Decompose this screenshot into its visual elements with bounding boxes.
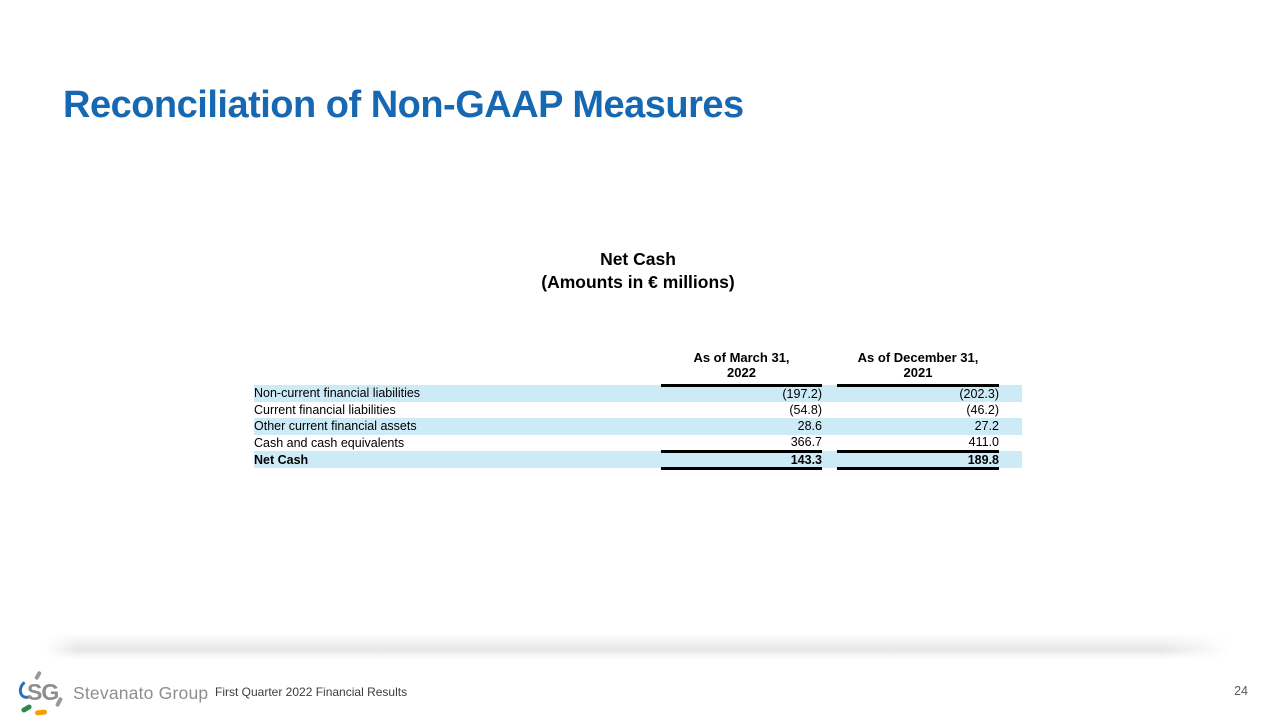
row-value-december: 27.2 xyxy=(974,419,999,434)
row-label: Cash and cash equivalents xyxy=(254,436,405,451)
row-label: Non-current financial liabilities xyxy=(254,386,421,401)
table-header-row xyxy=(254,344,1022,385)
stevanato-group-logo xyxy=(18,672,208,714)
net-cash-table-container xyxy=(254,344,1022,470)
row-end-spacer xyxy=(999,344,1022,385)
row-end-spacer xyxy=(999,402,1022,419)
column-gap xyxy=(822,385,837,402)
row-end-spacer xyxy=(999,435,1022,452)
logo-orange-wedge-icon xyxy=(35,709,47,715)
col-header-line1: As of December 31, xyxy=(857,349,979,365)
col-header-line2: 2022 xyxy=(727,365,756,380)
table-subtitle: (Amounts in € millions) xyxy=(541,272,735,292)
row-end-spacer xyxy=(999,418,1022,435)
column-gap xyxy=(822,344,837,385)
col-header-line2: 2021 xyxy=(903,365,933,380)
row-value-december: (202.3) xyxy=(959,387,999,402)
table-title-block xyxy=(254,248,1022,294)
row-label: Other current financial assets xyxy=(254,419,417,434)
row-label: Net Cash xyxy=(254,452,309,467)
slide-title: Reconciliation of Non-GAAP Measures xyxy=(63,84,744,126)
col-header-march-2022 xyxy=(661,344,822,385)
row-value-december: (46.2) xyxy=(966,402,999,417)
table-row-net-cash-total xyxy=(254,451,1022,468)
row-value-march: 366.7 xyxy=(661,435,822,452)
net-cash-table xyxy=(254,344,1022,470)
sg-logo-mark xyxy=(18,672,64,714)
table-row xyxy=(254,402,1022,419)
row-value-march: (197.2) xyxy=(782,387,822,402)
row-end-spacer xyxy=(999,451,1022,468)
slide-card-shadow xyxy=(46,633,1232,660)
header-label-spacer xyxy=(254,344,661,385)
column-gap xyxy=(822,418,837,435)
table-row xyxy=(254,385,1022,402)
table-row xyxy=(254,418,1022,435)
column-gap xyxy=(822,435,837,452)
column-gap xyxy=(822,402,837,419)
logo-monogram: SG xyxy=(27,679,59,705)
table-row xyxy=(254,435,1022,452)
page-number: 24 xyxy=(1234,684,1248,698)
table-title: Net Cash xyxy=(600,249,676,269)
row-value-december: 189.8 xyxy=(837,451,999,468)
brand-name: Stevanato Group xyxy=(73,682,209,703)
row-label: Current financial liabilities xyxy=(254,402,396,417)
row-end-spacer xyxy=(999,385,1022,402)
column-gap xyxy=(822,451,837,468)
row-value-march: (54.8) xyxy=(789,402,822,417)
row-value-march: 28.6 xyxy=(797,419,822,434)
col-header-line1: As of March 31, xyxy=(693,349,790,365)
col-header-december-2021 xyxy=(837,344,999,385)
footer-caption: First Quarter 2022 Financial Results xyxy=(215,685,408,699)
row-value-march: 143.3 xyxy=(661,451,822,468)
row-value-december: 411.0 xyxy=(837,435,999,452)
